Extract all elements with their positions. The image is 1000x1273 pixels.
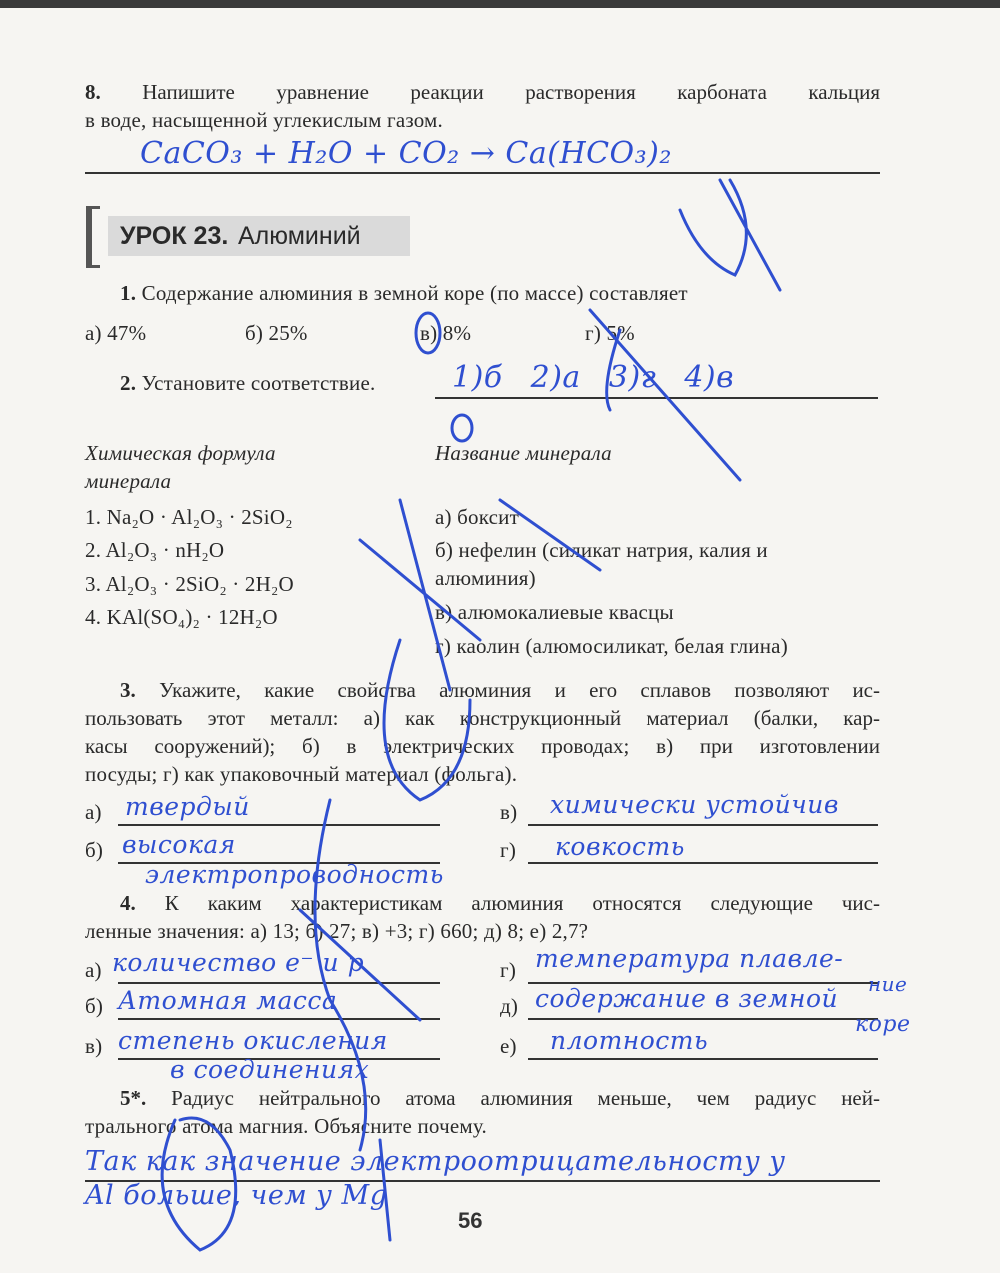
label-b: б) xyxy=(85,838,104,862)
formula-4: 4. KAl(SO₄)₂ · 12H₂O xyxy=(85,605,278,629)
answer-line xyxy=(528,862,878,864)
option-b: б) 25% xyxy=(245,321,308,345)
label-d: д) xyxy=(500,994,519,1018)
answer-line xyxy=(118,824,440,826)
answer-line xyxy=(528,824,878,826)
task2-answer: 1)б 2)а 3)г 4)в xyxy=(452,360,735,395)
task-number: 4. xyxy=(120,891,136,915)
answer-line xyxy=(118,1018,440,1020)
task3-line4: посуды; г) как упаковочный материал (фольга). xyxy=(85,762,518,786)
task4-answer-v2: в соединениях xyxy=(170,1055,370,1084)
mineral-a: а) боксит xyxy=(435,505,519,529)
task4-answer-b: Атомная масса xyxy=(118,986,338,1015)
answer-line xyxy=(528,1058,878,1060)
label-g: г) xyxy=(500,958,517,982)
task4-answer-e: плотность xyxy=(550,1026,709,1055)
task3-line2: пользовать этот металл: а) как конструкционный материал (балки, кар- xyxy=(85,706,880,730)
formula-2: 2. Al₂O₃ · nH₂O xyxy=(85,538,225,562)
task8-line1 xyxy=(85,80,880,105)
task1-question xyxy=(120,281,688,306)
task8-answer: CaCO₃ + H₂O + CO₂ → Ca(HCO₃)₂ xyxy=(140,136,672,171)
task3-answer-b: высокая xyxy=(122,830,236,859)
task3-answer-g: ковкость xyxy=(555,832,685,861)
mineral-b: б) нефелин (силикат натрия, калия и xyxy=(435,538,768,562)
task5-line1 xyxy=(85,1086,880,1111)
task4-answer-d: содержание в земной xyxy=(535,984,839,1013)
col-header-formula-2: минерала xyxy=(85,469,172,493)
task-text: Радиус нейтрального атома алюминия меньше, чем радиус ней- xyxy=(171,1086,880,1110)
mineral-v: в) алюмокалиевые квасцы xyxy=(435,600,674,624)
task4-answer-g2: ние xyxy=(868,972,908,996)
task5-line2: трального атома магния. Объясните почему. xyxy=(85,1114,487,1138)
scan-edge xyxy=(0,0,1000,8)
page-number: 56 xyxy=(458,1208,483,1233)
answer-line xyxy=(118,982,440,984)
bracket-decoration xyxy=(86,206,100,268)
task-number: 3. xyxy=(120,678,136,702)
task4-line1 xyxy=(85,891,880,916)
task3-line1 xyxy=(85,678,880,703)
label-v: в) xyxy=(500,800,518,824)
task3-answer-b2: электропроводность xyxy=(145,860,444,889)
label-v: в) xyxy=(85,1034,103,1058)
task-text: Напишите уравнение реакции растворения карбоната кальция xyxy=(142,80,881,104)
formula-3: 3. Al₂O₃ · 2SiO₂ · 2H₂O xyxy=(85,572,294,596)
check-stroke-icon xyxy=(680,180,780,290)
task-text: К каким характеристикам алюминия относятся следующие чис- xyxy=(164,891,880,915)
option-g: г) 5% xyxy=(585,321,635,345)
answer-line xyxy=(435,397,878,399)
task3-line3: касы сооружений); б) в электрических проводах; в) при изготовлении xyxy=(85,734,880,758)
task4-answer-v: степень окисления xyxy=(118,1026,388,1055)
task2-question xyxy=(120,371,375,396)
label-g: г) xyxy=(500,838,517,862)
task4-answer-g: температура плавле- xyxy=(535,944,844,973)
answer-line xyxy=(528,1018,878,1020)
mineral-b-cont: алюминия) xyxy=(435,566,536,590)
task-text: Установите соответствие. xyxy=(141,371,376,395)
mineral-g: г) каолин (алюмосиликат, белая глина) xyxy=(435,634,788,658)
task-text: Укажите, какие свойства алюминия и его сплавов позволяют ис- xyxy=(159,678,881,702)
task3-answer-v: химически устойчив xyxy=(550,790,839,819)
label-a: а) xyxy=(85,800,102,824)
task4-answer-a: количество e⁻ и p xyxy=(112,948,365,977)
task-number: 5*. xyxy=(120,1086,147,1110)
task3-answer-a: твердый xyxy=(125,792,250,821)
option-v: в) 8% xyxy=(420,321,472,345)
option-a: а) 47% xyxy=(85,321,147,345)
task8-line2: в воде, насыщенной углекислым газом. xyxy=(85,108,443,132)
label-e: е) xyxy=(500,1034,517,1058)
col-header-formula: Химическая формула xyxy=(85,441,276,465)
task5-answer-1: Так как значение электроотрицательносту у xyxy=(85,1146,786,1177)
lesson-header xyxy=(108,216,410,256)
lesson-title: Алюминий xyxy=(238,222,361,250)
circle-mark-icon xyxy=(452,415,472,441)
task-text: Содержание алюминия в земной коре (по массе) составляет xyxy=(141,281,688,305)
task-number: 1. xyxy=(120,281,137,305)
task4-answer-d2: коре xyxy=(855,1012,911,1037)
task-number: 2. xyxy=(120,371,137,395)
col-header-mineral: Название минерала xyxy=(435,441,612,465)
formula-1: 1. Na₂O · Al₂O₃ · 2SiO₂ xyxy=(85,505,293,529)
label-b: б) xyxy=(85,994,104,1018)
task5-answer-2: Al больше, чем у Mg xyxy=(85,1180,388,1211)
task4-line2: ленные значения: а) 13; б) 27; в) +3; г) 660; д) 8; е) 2,7? xyxy=(85,919,589,943)
answer-line xyxy=(85,172,880,174)
task-number: 8. xyxy=(85,80,101,104)
lesson-label: УРОК 23. xyxy=(120,222,229,250)
label-a: а) xyxy=(85,958,102,982)
